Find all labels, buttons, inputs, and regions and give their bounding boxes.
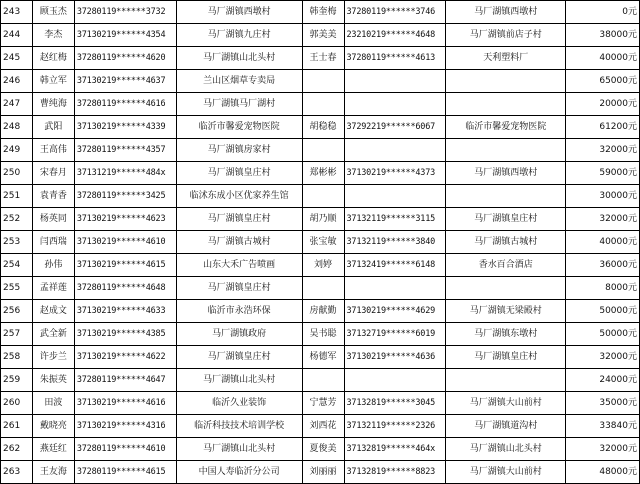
spouse-id-number: 37132719******6019 xyxy=(344,323,446,346)
applicant-workplace: 马厂湖镇山北头村 xyxy=(176,47,302,70)
spouse-workplace: 临沂市馨爱宠物医院 xyxy=(446,116,566,139)
spouse-name xyxy=(302,277,344,300)
applicant-name: 曹纯海 xyxy=(32,93,74,116)
loan-amount: 8000元 xyxy=(566,277,640,300)
spouse-workplace: 马厂湖镇皇庄村 xyxy=(446,346,566,369)
table-row xyxy=(1,162,640,185)
row-number: 263 xyxy=(1,461,33,484)
applicant-workplace: 马厂湖镇皇庄村 xyxy=(176,162,302,185)
spouse-workplace xyxy=(446,139,566,162)
spouse-id-number xyxy=(344,70,446,93)
applicant-name: 袁青香 xyxy=(32,185,74,208)
spouse-name: 胡稳稳 xyxy=(302,116,344,139)
applicant-name: 王高伟 xyxy=(32,139,74,162)
row-number: 245 xyxy=(1,47,33,70)
table-row xyxy=(1,254,640,277)
spouse-id-number: 37132819******464x xyxy=(344,438,446,461)
loan-amount: 32000元 xyxy=(566,438,640,461)
spouse-id-number xyxy=(344,277,446,300)
row-number: 252 xyxy=(1,208,33,231)
spouse-workplace: 马厂湖镇大山前村 xyxy=(446,461,566,484)
applicant-name: 许步兰 xyxy=(32,346,74,369)
spouse-workplace: 马厂湖镇前店子村 xyxy=(446,24,566,47)
table-row xyxy=(1,369,640,392)
loan-amount: 36000元 xyxy=(566,254,640,277)
applicant-name: 赵红梅 xyxy=(32,47,74,70)
applicant-id-number: 37131219******484x xyxy=(74,162,176,185)
applicant-name: 田波 xyxy=(32,392,74,415)
row-number: 253 xyxy=(1,231,33,254)
spouse-workplace: 马厂湖镇西墩村 xyxy=(446,162,566,185)
row-number: 249 xyxy=(1,139,33,162)
applicant-workplace: 马厂湖镇政府 xyxy=(176,323,302,346)
table-row xyxy=(1,24,640,47)
table-row xyxy=(1,93,640,116)
loan-amount: 48000元 xyxy=(566,461,640,484)
applicant-workplace: 马厂湖镇马厂湖村 xyxy=(176,93,302,116)
applicant-workplace: 马厂湖镇皇庄村 xyxy=(176,277,302,300)
spouse-id-number: 37130219******4629 xyxy=(344,300,446,323)
applicant-id-number: 37130219******4316 xyxy=(74,415,176,438)
spouse-id-number: 37280119******4613 xyxy=(344,47,446,70)
spouse-workplace xyxy=(446,369,566,392)
loan-amount: 35000元 xyxy=(566,392,640,415)
spouse-name xyxy=(302,185,344,208)
spouse-name: 刘婷 xyxy=(302,254,344,277)
spouse-id-number xyxy=(344,369,446,392)
applicant-name: 韩立军 xyxy=(32,70,74,93)
row-number: 247 xyxy=(1,93,33,116)
spouse-name: 刘西花 xyxy=(302,415,344,438)
applicant-workplace: 临沂科技技术培训学校 xyxy=(176,415,302,438)
applicant-id-number: 37130219******4385 xyxy=(74,323,176,346)
spouse-workplace xyxy=(446,277,566,300)
applicant-id-number: 37280119******4357 xyxy=(74,139,176,162)
applicant-workplace: 马厂湖镇西墩村 xyxy=(176,1,302,24)
applicant-workplace: 马厂湖镇房家村 xyxy=(176,139,302,162)
spouse-name: 张宝敏 xyxy=(302,231,344,254)
table-row xyxy=(1,461,640,484)
applicant-name: 燕廷红 xyxy=(32,438,74,461)
row-number: 262 xyxy=(1,438,33,461)
applicant-id-number: 37280119******4647 xyxy=(74,369,176,392)
spouse-workplace: 马厂湖镇无梁殿村 xyxy=(446,300,566,323)
spouse-name: 吴书聪 xyxy=(302,323,344,346)
applicant-name: 宋春月 xyxy=(32,162,74,185)
table-row xyxy=(1,208,640,231)
table-row xyxy=(1,47,640,70)
spouse-id-number xyxy=(344,139,446,162)
row-number: 260 xyxy=(1,392,33,415)
applicant-id-number: 37280119******4648 xyxy=(74,277,176,300)
applicant-name: 王友海 xyxy=(32,461,74,484)
applicant-id-number: 37130219******4623 xyxy=(74,208,176,231)
spouse-id-number: 37292219******6067 xyxy=(344,116,446,139)
loan-amount: 30000元 xyxy=(566,185,640,208)
applicant-workplace: 马厂湖镇山北头村 xyxy=(176,438,302,461)
spouse-workplace xyxy=(446,185,566,208)
applicant-workplace: 临沂市馨爱宠物医院 xyxy=(176,116,302,139)
spouse-name: 胡乃顺 xyxy=(302,208,344,231)
spouse-workplace: 马厂湖镇东墩村 xyxy=(446,323,566,346)
applicant-name: 杨英同 xyxy=(32,208,74,231)
applicant-id-number: 37130219******4633 xyxy=(74,300,176,323)
applicant-workplace: 山东大禾广告喷画 xyxy=(176,254,302,277)
spouse-workplace: 香水百合酒店 xyxy=(446,254,566,277)
spouse-id-number: 37132119******3115 xyxy=(344,208,446,231)
spouse-workplace: 天利塑料厂 xyxy=(446,47,566,70)
loan-amount: 32000元 xyxy=(566,139,640,162)
applicant-workplace: 马厂湖镇皇庄村 xyxy=(176,346,302,369)
table-row xyxy=(1,277,640,300)
applicant-id-number: 37130219******4615 xyxy=(74,254,176,277)
spouse-name: 宁慧芳 xyxy=(302,392,344,415)
spouse-id-number: 23210219******4648 xyxy=(344,24,446,47)
spouse-id-number xyxy=(344,93,446,116)
row-number: 261 xyxy=(1,415,33,438)
loan-amount: 50000元 xyxy=(566,300,640,323)
loan-amount: 33840元 xyxy=(566,415,640,438)
applicant-workplace: 兰山区烟草专卖局 xyxy=(176,70,302,93)
applicant-name: 闫西瑞 xyxy=(32,231,74,254)
loan-amount: 24000元 xyxy=(566,369,640,392)
table-row xyxy=(1,231,640,254)
loan-amount: 40000元 xyxy=(566,47,640,70)
spouse-name xyxy=(302,369,344,392)
spouse-name: 郑彬彬 xyxy=(302,162,344,185)
applicant-name: 朱振英 xyxy=(32,369,74,392)
table-row xyxy=(1,300,640,323)
applicant-id-number: 37130219******4339 xyxy=(74,116,176,139)
applicant-id-number: 37280119******3425 xyxy=(74,185,176,208)
spouse-workplace: 马厂湖镇皇庄村 xyxy=(446,208,566,231)
applicant-name: 赵成文 xyxy=(32,300,74,323)
loan-amount: 20000元 xyxy=(566,93,640,116)
applicant-workplace: 临沂久业装饰 xyxy=(176,392,302,415)
row-number: 244 xyxy=(1,24,33,47)
table-row xyxy=(1,438,640,461)
table-row xyxy=(1,116,640,139)
spouse-name: 刘丽丽 xyxy=(302,461,344,484)
table-row xyxy=(1,346,640,369)
loan-amount: 0元 xyxy=(566,1,640,24)
spouse-id-number: 37132819******3045 xyxy=(344,392,446,415)
spouse-name xyxy=(302,70,344,93)
applicant-id-number: 37280119******4615 xyxy=(74,461,176,484)
loan-amount: 40000元 xyxy=(566,231,640,254)
spouse-id-number: 37132419******6148 xyxy=(344,254,446,277)
applicant-name: 武阳 xyxy=(32,116,74,139)
table-row xyxy=(1,70,640,93)
applicant-workplace: 临沭东成小区优家养生馆 xyxy=(176,185,302,208)
applicant-workplace: 马厂湖镇皇庄村 xyxy=(176,208,302,231)
applicant-workplace: 中国人寿临沂分公司 xyxy=(176,461,302,484)
spouse-id-number: 37280119******3746 xyxy=(344,1,446,24)
spouse-workplace: 马厂湖镇西墩村 xyxy=(446,1,566,24)
spouse-name xyxy=(302,93,344,116)
applicant-id-number: 37130219******4637 xyxy=(74,70,176,93)
spouse-name: 郭美美 xyxy=(302,24,344,47)
spouse-id-number: 37130219******4373 xyxy=(344,162,446,185)
applicant-name: 孙伟 xyxy=(32,254,74,277)
applicant-workplace: 临沂市永浩环保 xyxy=(176,300,302,323)
spouse-id-number: 37130219******4636 xyxy=(344,346,446,369)
spouse-id-number: 37132119******3840 xyxy=(344,231,446,254)
spouse-workplace xyxy=(446,70,566,93)
row-number: 259 xyxy=(1,369,33,392)
applicant-id-number: 37280119******4620 xyxy=(74,47,176,70)
spouse-name: 韩奎梅 xyxy=(302,1,344,24)
applicant-id-number: 37280119******4616 xyxy=(74,93,176,116)
applicant-name: 孟祥莲 xyxy=(32,277,74,300)
table-row xyxy=(1,139,640,162)
applicant-workplace: 马厂湖镇九庄村 xyxy=(176,24,302,47)
applicant-workplace: 马厂湖镇古城村 xyxy=(176,231,302,254)
applicant-id-number: 37280119******4610 xyxy=(74,438,176,461)
applicant-id-number: 37280119******3732 xyxy=(74,1,176,24)
applicant-workplace: 马厂湖镇山北头村 xyxy=(176,369,302,392)
loan-amount: 50000元 xyxy=(566,323,640,346)
applicant-id-number: 37130219******4354 xyxy=(74,24,176,47)
loan-amount: 65000元 xyxy=(566,70,640,93)
spouse-id-number: 37132819******8823 xyxy=(344,461,446,484)
table-row xyxy=(1,1,640,24)
row-number: 256 xyxy=(1,300,33,323)
spouse-name: 房献勤 xyxy=(302,300,344,323)
row-number: 255 xyxy=(1,277,33,300)
row-number: 251 xyxy=(1,185,33,208)
table-row xyxy=(1,415,640,438)
loan-amount: 32000元 xyxy=(566,208,640,231)
table-row xyxy=(1,392,640,415)
row-number: 243 xyxy=(1,1,33,24)
applicant-id-number: 37130219******4622 xyxy=(74,346,176,369)
applicant-name: 李杰 xyxy=(32,24,74,47)
spouse-workplace: 马厂湖镇古城村 xyxy=(446,231,566,254)
row-number: 254 xyxy=(1,254,33,277)
spouse-workplace: 马厂湖镇大山前村 xyxy=(446,392,566,415)
spouse-name xyxy=(302,139,344,162)
spouse-id-number: 37132119******2326 xyxy=(344,415,446,438)
applicant-name: 顾玉杰 xyxy=(32,1,74,24)
applicant-id-number: 37130219******4610 xyxy=(74,231,176,254)
applicant-name: 戴晓亮 xyxy=(32,415,74,438)
row-number: 258 xyxy=(1,346,33,369)
row-number: 250 xyxy=(1,162,33,185)
spouse-id-number xyxy=(344,185,446,208)
spouse-workplace xyxy=(446,93,566,116)
loan-amount: 59000元 xyxy=(566,162,640,185)
row-number: 248 xyxy=(1,116,33,139)
loan-amount: 38000元 xyxy=(566,24,640,47)
spouse-workplace: 马厂湖镇山北头村 xyxy=(446,438,566,461)
applicant-name: 武全新 xyxy=(32,323,74,346)
spouse-name: 杨德军 xyxy=(302,346,344,369)
table-row xyxy=(1,185,640,208)
spouse-workplace: 马厂湖镇道沟村 xyxy=(446,415,566,438)
loan-amount: 32000元 xyxy=(566,346,640,369)
row-number: 246 xyxy=(1,70,33,93)
loan-amount: 61200元 xyxy=(566,116,640,139)
spouse-name: 王士春 xyxy=(302,47,344,70)
table-row xyxy=(1,323,640,346)
applicant-id-number: 37130219******4616 xyxy=(74,392,176,415)
spouse-name: 夏俊美 xyxy=(302,438,344,461)
row-number: 257 xyxy=(1,323,33,346)
